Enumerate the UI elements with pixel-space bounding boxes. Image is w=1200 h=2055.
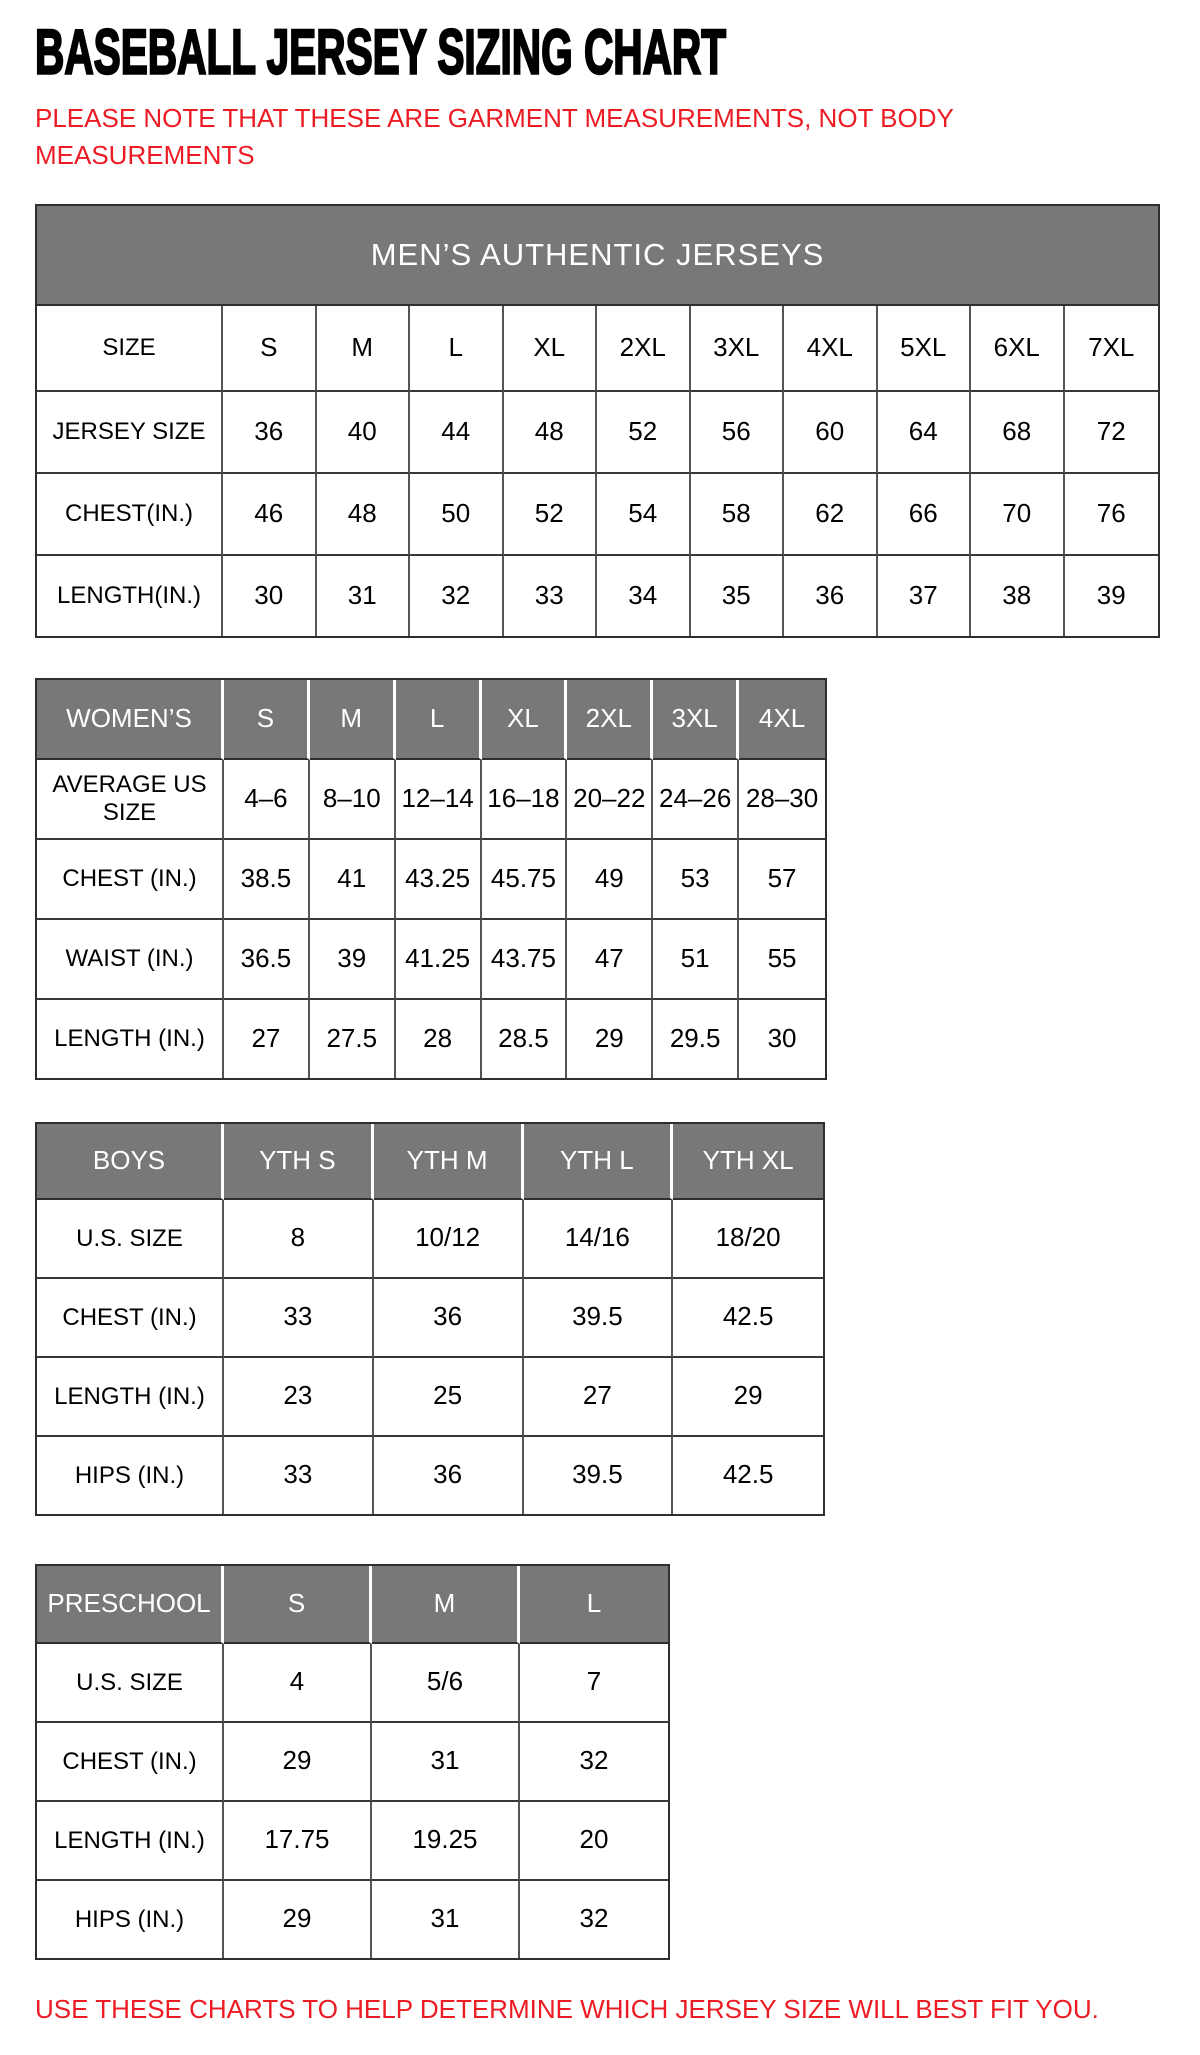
table-row bbox=[37, 1279, 823, 1358]
column-header: 2XL bbox=[567, 680, 653, 760]
header-row bbox=[37, 680, 825, 760]
row-label: CHEST (IN.) bbox=[37, 1279, 224, 1358]
column-header: S bbox=[224, 680, 310, 760]
value-cell: 6XL bbox=[971, 306, 1065, 392]
table-row bbox=[37, 392, 1158, 474]
value-cell: 48 bbox=[504, 392, 598, 474]
value-cell: 8 bbox=[224, 1200, 374, 1279]
value-cell: 39.5 bbox=[524, 1437, 674, 1514]
value-cell: 36 bbox=[374, 1437, 524, 1514]
row-label: JERSEY SIZE bbox=[37, 392, 223, 474]
value-cell: 42.5 bbox=[673, 1279, 823, 1358]
value-cell: 55 bbox=[739, 920, 825, 1000]
value-cell: 31 bbox=[372, 1881, 520, 1958]
value-cell: M bbox=[317, 306, 411, 392]
value-cell: 41 bbox=[310, 840, 396, 920]
value-cell: 39 bbox=[1096, 579, 1126, 610]
value-cell: 43.25 bbox=[396, 840, 482, 920]
column-header: L bbox=[396, 680, 482, 760]
value-cell: 16–18 bbox=[482, 760, 568, 840]
value-cell: 28 bbox=[396, 1000, 482, 1078]
value-cell: 5/6 bbox=[372, 1644, 520, 1723]
value-cell: 50 bbox=[410, 474, 504, 556]
value-cell: 36 bbox=[374, 1279, 524, 1358]
value-cell: 51 bbox=[653, 920, 739, 1000]
column-header: YTH XL bbox=[673, 1124, 823, 1200]
value-cell: 46 bbox=[223, 474, 317, 556]
value-cell: XL bbox=[504, 306, 598, 392]
value-cell: 38 bbox=[971, 556, 1065, 636]
value-cell: 27 bbox=[524, 1358, 674, 1437]
value-cell: 36 bbox=[784, 556, 878, 636]
value-cell: 32 bbox=[579, 1903, 609, 1934]
value-cell: 52 bbox=[597, 392, 691, 474]
value-cell: 44 bbox=[410, 392, 504, 474]
value-cell: 10/12 bbox=[374, 1200, 524, 1279]
value-cell: 7 bbox=[520, 1644, 668, 1723]
table-row bbox=[37, 1000, 825, 1078]
value-cell: 47 bbox=[567, 920, 653, 1000]
value-cell: 3XL bbox=[691, 306, 785, 392]
header-row bbox=[37, 1566, 668, 1644]
row-label: BOYS bbox=[37, 1124, 224, 1200]
value-cell: 8–10 bbox=[310, 760, 396, 840]
value-cell: 36 bbox=[223, 392, 317, 474]
table-row bbox=[37, 1723, 668, 1802]
value-cell: 52 bbox=[504, 474, 598, 556]
value-cell: 27.5 bbox=[310, 1000, 396, 1078]
row-label: WAIST (IN.) bbox=[37, 920, 224, 1000]
row-label: CHEST (IN.) bbox=[37, 840, 224, 920]
value-cell: 53 bbox=[653, 840, 739, 920]
value-cell: 29 bbox=[224, 1723, 372, 1802]
value-cell: 34 bbox=[597, 556, 691, 636]
column-header: M bbox=[372, 1566, 520, 1644]
value-cell: 40 bbox=[317, 392, 411, 474]
value-cell: 39.5 bbox=[524, 1279, 674, 1358]
value-cell: 24–26 bbox=[653, 760, 739, 840]
table-row bbox=[37, 474, 1158, 556]
boys-grid bbox=[37, 1124, 823, 1514]
row-label: CHEST (IN.) bbox=[37, 1723, 224, 1802]
mens-grid bbox=[37, 306, 1158, 636]
value-cell: 30 bbox=[223, 556, 317, 636]
value-cell: 43.75 bbox=[482, 920, 568, 1000]
value-cell: 14/16 bbox=[524, 1200, 674, 1279]
row-label: LENGTH (IN.) bbox=[37, 1802, 224, 1881]
table-row bbox=[37, 920, 825, 1000]
table-row bbox=[37, 760, 825, 840]
table-row bbox=[37, 1358, 823, 1437]
row-label: HIPS (IN.) bbox=[37, 1881, 224, 1958]
value-cell: 42.5 bbox=[722, 1459, 774, 1490]
value-cell: 49 bbox=[567, 840, 653, 920]
value-cell: 23 bbox=[224, 1358, 374, 1437]
value-cell: 56 bbox=[691, 392, 785, 474]
row-label: LENGTH (IN.) bbox=[37, 1358, 224, 1437]
row-label: U.S. SIZE bbox=[37, 1200, 224, 1279]
value-cell: 20 bbox=[520, 1802, 668, 1881]
value-cell: 12–14 bbox=[396, 760, 482, 840]
preschool-jerseys-table bbox=[35, 1564, 670, 1960]
value-cell: 36.5 bbox=[224, 920, 310, 1000]
value-cell: 17.75 bbox=[224, 1802, 372, 1881]
value-cell: 29 bbox=[224, 1881, 372, 1958]
row-label: HIPS (IN.) bbox=[37, 1437, 224, 1514]
value-cell: 29.5 bbox=[653, 1000, 739, 1078]
value-cell: 4XL bbox=[784, 306, 878, 392]
value-cell: 28–30 bbox=[739, 760, 825, 840]
row-label: CHEST(IN.) bbox=[37, 474, 223, 556]
mens-table-caption: MEN’S AUTHENTIC JERSEYS bbox=[37, 206, 1158, 306]
value-cell: S bbox=[223, 306, 317, 392]
column-header: 4XL bbox=[739, 680, 825, 760]
column-header: M bbox=[310, 680, 396, 760]
value-cell: 31 bbox=[317, 556, 411, 636]
value-cell: 4 bbox=[224, 1644, 372, 1723]
value-cell: 20–22 bbox=[567, 760, 653, 840]
value-cell: 4–6 bbox=[224, 760, 310, 840]
column-header: XL bbox=[482, 680, 568, 760]
value-cell: 35 bbox=[691, 556, 785, 636]
value-cell: 18/20 bbox=[673, 1200, 823, 1279]
column-header: YTH S bbox=[224, 1124, 374, 1200]
womens-grid bbox=[37, 680, 825, 1078]
row-label: LENGTH(IN.) bbox=[37, 556, 223, 636]
value-cell: 5XL bbox=[878, 306, 972, 392]
value-cell: 2XL bbox=[597, 306, 691, 392]
value-cell: 33 bbox=[224, 1437, 374, 1514]
value-cell: 30 bbox=[767, 1022, 797, 1053]
value-cell: 33 bbox=[504, 556, 598, 636]
row-label: SIZE bbox=[37, 306, 223, 392]
footer-note: USE THESE CHARTS TO HELP DETERMINE WHICH JERSEY SIZE WILL BEST FIT YOU. bbox=[35, 1993, 1099, 2024]
value-cell: 54 bbox=[597, 474, 691, 556]
value-cell: 39 bbox=[310, 920, 396, 1000]
value-cell: 38.5 bbox=[224, 840, 310, 920]
value-cell: 27 bbox=[224, 1000, 310, 1078]
page-title: BASEBALL JERSEY SIZING CHART bbox=[35, 17, 727, 88]
value-cell: 32 bbox=[520, 1723, 668, 1802]
value-cell: 70 bbox=[971, 474, 1065, 556]
column-header: YTH M bbox=[374, 1124, 524, 1200]
value-cell: 29 bbox=[673, 1358, 823, 1437]
value-cell: 37 bbox=[878, 556, 972, 636]
value-cell: 25 bbox=[374, 1358, 524, 1437]
value-cell: 41.25 bbox=[396, 920, 482, 1000]
mens-authentic-jerseys-table bbox=[35, 204, 1160, 638]
table-row bbox=[37, 306, 1158, 392]
value-cell: 29 bbox=[567, 1000, 653, 1078]
row-label: AVERAGE US SIZE bbox=[37, 760, 224, 840]
column-header: YTH L bbox=[524, 1124, 674, 1200]
value-cell: 45.75 bbox=[482, 840, 568, 920]
row-label: WOMEN’S bbox=[37, 680, 224, 760]
value-cell: 33 bbox=[224, 1279, 374, 1358]
table-row bbox=[37, 1437, 823, 1514]
value-cell: 62 bbox=[784, 474, 878, 556]
value-cell: 58 bbox=[691, 474, 785, 556]
value-cell: L bbox=[410, 306, 504, 392]
table-row bbox=[37, 840, 825, 920]
garment-measurements-note: PLEASE NOTE THAT THESE ARE GARMENT MEASUREMENTS, NOT BODY MEASUREMENTS bbox=[35, 103, 954, 170]
preschool-grid bbox=[37, 1566, 668, 1958]
value-cell: 60 bbox=[784, 392, 878, 474]
value-cell: 72 bbox=[1065, 392, 1159, 474]
value-cell: 7XL bbox=[1065, 306, 1159, 392]
table-row bbox=[37, 556, 1158, 636]
table-row bbox=[37, 1200, 823, 1279]
value-cell: 32 bbox=[410, 556, 504, 636]
table-row bbox=[37, 1881, 668, 1958]
value-cell: 68 bbox=[971, 392, 1065, 474]
header-row bbox=[37, 1124, 823, 1200]
value-cell: 57 bbox=[739, 840, 825, 920]
boys-jerseys-table bbox=[35, 1122, 825, 1516]
value-cell: 31 bbox=[372, 1723, 520, 1802]
row-label: PRESCHOOL bbox=[37, 1566, 224, 1644]
value-cell: 19.25 bbox=[372, 1802, 520, 1881]
column-header: L bbox=[520, 1566, 668, 1644]
value-cell: 66 bbox=[878, 474, 972, 556]
table-row bbox=[37, 1802, 668, 1881]
row-label: LENGTH (IN.) bbox=[37, 1000, 224, 1078]
value-cell: 28.5 bbox=[482, 1000, 568, 1078]
value-cell: 64 bbox=[878, 392, 972, 474]
column-header: 3XL bbox=[653, 680, 739, 760]
table-row bbox=[37, 1644, 668, 1723]
column-header: S bbox=[224, 1566, 372, 1644]
row-label: U.S. SIZE bbox=[37, 1644, 224, 1723]
value-cell: 48 bbox=[317, 474, 411, 556]
value-cell: 76 bbox=[1065, 474, 1159, 556]
womens-jerseys-table bbox=[35, 678, 827, 1080]
